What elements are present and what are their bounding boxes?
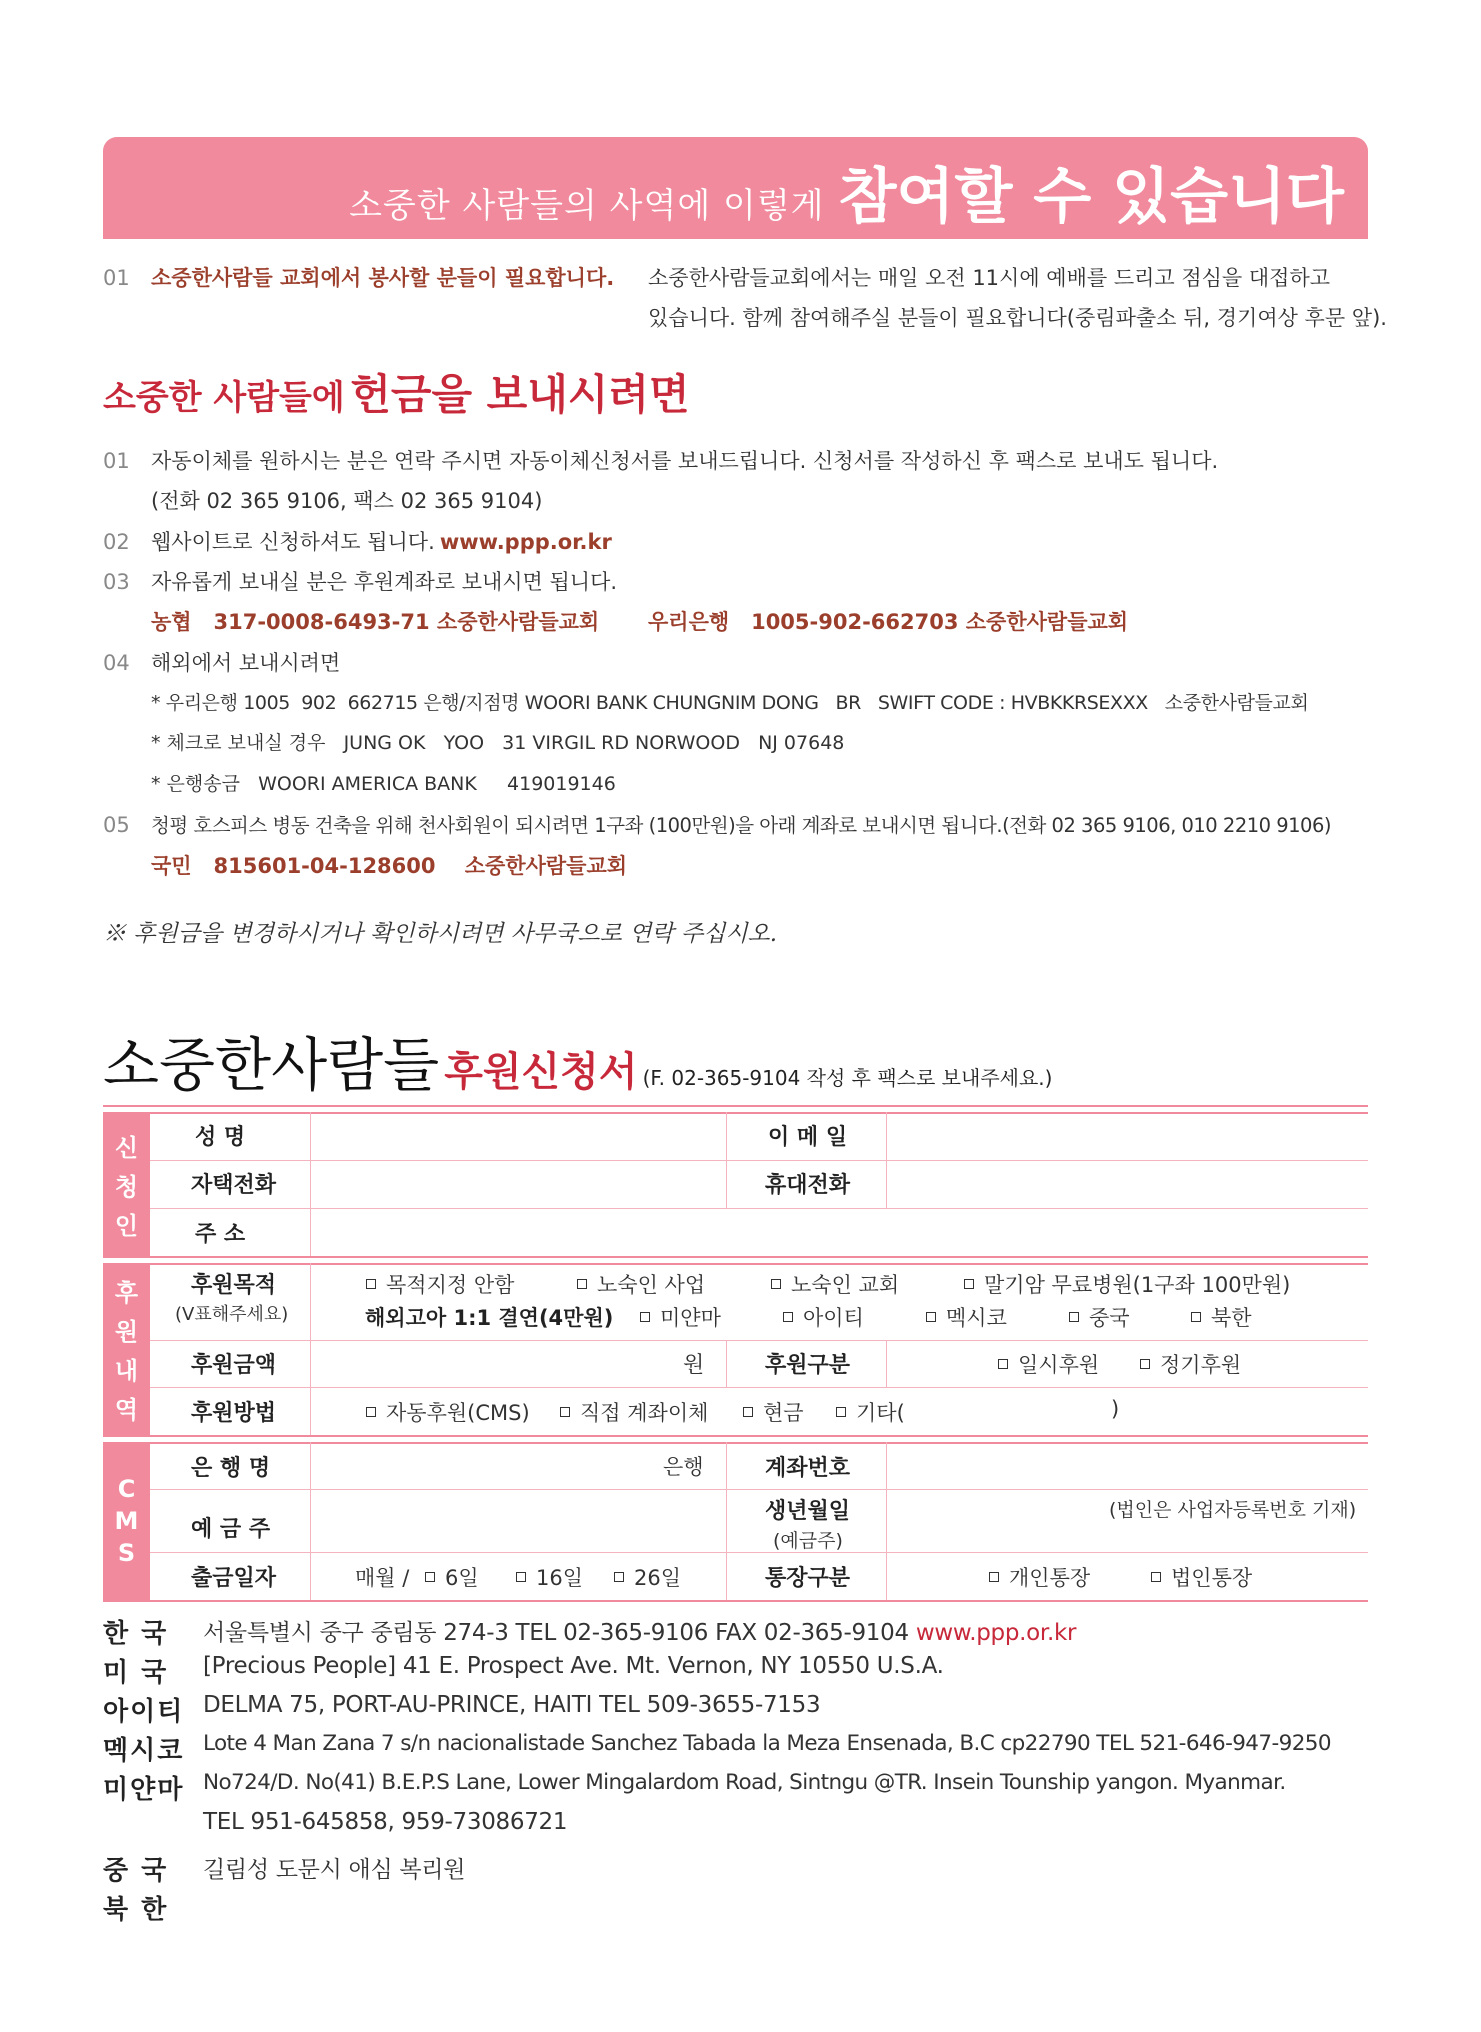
- method-option[interactable]: [366, 1397, 530, 1427]
- label-type: 후원구분: [765, 1353, 851, 1378]
- country-option[interactable]: [1069, 1302, 1130, 1332]
- office-haiti: DELMA 75, PORT-AU-PRINCE, HAITI TEL 509-3655-7153: [203, 1692, 821, 1718]
- side-char: 후: [114, 1279, 139, 1307]
- label-address: 주 소: [195, 1222, 246, 1247]
- section-cms-label: [103, 1442, 150, 1600]
- option-label: 노숙인 교회: [791, 1273, 900, 1297]
- item-text: 청평 호스피스 병동 건축을 위해 천사회원이 되시려면 1구좌 (100만원)을 아래 계좌로 보내시면 됩니다.(전화 02 365 9106, 010 2210 9106): [151, 814, 1331, 837]
- form-title-red: 후원신청서: [444, 1048, 638, 1095]
- divider: [726, 1442, 727, 1600]
- office-label-north-korea: 북 한: [103, 1895, 169, 1925]
- donation-heading: [103, 362, 690, 422]
- type-option[interactable]: [1140, 1349, 1241, 1379]
- checkbox[interactable]: [1191, 1312, 1201, 1322]
- name-field[interactable]: [311, 1112, 726, 1160]
- country-option[interactable]: [783, 1302, 864, 1332]
- checkbox[interactable]: [964, 1279, 974, 1289]
- divider: [886, 1442, 887, 1600]
- checkbox[interactable]: [366, 1407, 376, 1417]
- label-method: 후원방법: [191, 1401, 277, 1426]
- banner: [103, 137, 1368, 239]
- date-option[interactable]: [614, 1562, 681, 1592]
- office-label-myanmar: 미얀마: [103, 1775, 185, 1805]
- country-option[interactable]: [640, 1302, 721, 1332]
- bank-field[interactable]: [311, 1442, 651, 1489]
- option-label: 멕시코: [946, 1306, 1007, 1330]
- checkbox[interactable]: [560, 1407, 570, 1417]
- office-china: 길림성 도문시 애심 복리원: [203, 1857, 466, 1883]
- side-char: 인: [114, 1211, 139, 1240]
- method-option[interactable]: [836, 1397, 905, 1427]
- option-label: 자동후원(CMS): [386, 1401, 530, 1425]
- method-option[interactable]: [743, 1397, 804, 1427]
- option-label: 말기암 무료병원(1구좌 100만원): [984, 1273, 1291, 1297]
- office-label-haiti: 아이티: [103, 1697, 185, 1727]
- checkbox[interactable]: [1140, 1359, 1150, 1369]
- label-name: 성 명: [195, 1125, 246, 1150]
- checkbox[interactable]: [1151, 1572, 1161, 1582]
- purpose-option[interactable]: [771, 1269, 899, 1299]
- side-char: S: [117, 1539, 136, 1567]
- monthly-label: 매월 /: [355, 1566, 410, 1590]
- close-paren: ): [1111, 1397, 1120, 1421]
- checkbox[interactable]: [640, 1312, 650, 1322]
- label-purpose-note: (V표해주세요): [175, 1304, 289, 1325]
- donation-item-04: [103, 647, 340, 677]
- option-label: 일시후원: [1018, 1353, 1100, 1377]
- purpose-option[interactable]: [577, 1269, 705, 1299]
- won-unit: 원: [683, 1353, 705, 1378]
- checkbox[interactable]: [425, 1572, 435, 1582]
- option-label: 직접 계좌이체: [580, 1401, 709, 1425]
- form-title-black: 소중한사람들: [103, 1031, 440, 1099]
- office-myanmar-tel: TEL 951-645858, 959-73086721: [203, 1809, 568, 1835]
- option-label: 26일: [634, 1566, 682, 1590]
- donation-heading-b: 헌금을 보내시려면: [350, 370, 690, 419]
- form-title-note: (F. 02-365-9104 작성 후 팩스로 보내주세요.): [642, 1066, 1053, 1090]
- item-number: 02: [103, 530, 130, 554]
- orphan-sponsorship-label: 해외고아 1:1 결연(4만원): [365, 1306, 614, 1330]
- office-label-china: 중 국: [103, 1856, 169, 1886]
- label-holder: 예 금 주: [191, 1517, 271, 1542]
- date-option[interactable]: [516, 1562, 583, 1592]
- label-birth-sub: (예금주): [773, 1530, 843, 1552]
- checkbox[interactable]: [783, 1312, 793, 1322]
- purpose-option[interactable]: [366, 1269, 514, 1299]
- item-sub: (전화 02 365 9106, 팩스 02 365 9104): [151, 489, 543, 513]
- label-account: 계좌번호: [765, 1456, 851, 1481]
- option-label: 개인통장: [1009, 1566, 1091, 1590]
- office-mexico: Lote 4 Man Zana 7 s/n nacionalistade Sanchez Tabada la Meza Ensenada, B.C cp22790 TEL 521-646-947-9250: [203, 1731, 1331, 1756]
- office-myanmar: No724/D. No(41) B.E.P.S Lane, Lower Mingalardom Road, Sintngu @TR. Insein Tounship yangon. Myanmar.: [203, 1770, 1286, 1795]
- side-char: M: [114, 1507, 139, 1535]
- option-label: 정기후원: [1160, 1353, 1242, 1377]
- label-mobile: 휴대전화: [765, 1173, 851, 1198]
- volunteer-title: 소중한사람들 교회에서 봉사할 분들이 필요합니다.: [151, 266, 615, 290]
- section-applicant-label: [103, 1112, 150, 1256]
- holder-field[interactable]: [311, 1490, 726, 1552]
- item-text: 자동이체를 원하시는 분은 연락 주시면 자동이체신청서를 보내드립니다. 신청서를 작성하신 후 팩스로 보내도 됩니다.: [151, 449, 1219, 473]
- account-woori: 우리은행 1005-902-662703 소중한사람들교회: [648, 610, 1129, 634]
- type-option[interactable]: [998, 1349, 1099, 1379]
- item-text: 자유롭게 보내실 분은 후원계좌로 보내시면 됩니다.: [151, 570, 618, 594]
- office-address: 서울특별시 중구 중림동 274-3 TEL 02-365-9106 FAX 02-365-9104: [203, 1620, 909, 1646]
- checkbox[interactable]: [743, 1407, 753, 1417]
- volunteer-item: [103, 262, 614, 292]
- option-label: 목적지정 안함: [386, 1273, 515, 1297]
- option-label: 미얀마: [660, 1306, 721, 1330]
- office-website-link[interactable]: www.ppp.or.kr: [915, 1620, 1077, 1646]
- checkbox[interactable]: [614, 1572, 624, 1582]
- checkbox[interactable]: [577, 1279, 587, 1289]
- side-char: 청: [114, 1172, 139, 1201]
- item-number: 05: [103, 813, 130, 837]
- home-phone-field[interactable]: [311, 1161, 726, 1208]
- option-label: 6일: [445, 1566, 479, 1590]
- option-label: 북한: [1211, 1306, 1252, 1330]
- label-email: 이 메 일: [768, 1125, 848, 1150]
- option-label: 노숙인 사업: [597, 1273, 706, 1297]
- divider: [886, 1341, 887, 1387]
- section-donation-label: [103, 1263, 150, 1435]
- account-nh: 농협 317-0008-6493-71 소중한사람들교회: [151, 610, 600, 634]
- divider: [150, 1387, 1368, 1388]
- divider: [310, 1442, 311, 1600]
- label-birth: 생년월일: [765, 1499, 851, 1524]
- item-number: 04: [103, 651, 130, 675]
- account-kb: 국민 815601-04-128600 소중한사람들교회: [151, 854, 628, 878]
- bank-suffix: 은행: [663, 1455, 704, 1479]
- birth-note: (법인은 사업자등록번호 기재): [1109, 1499, 1357, 1521]
- side-char: 원: [114, 1318, 139, 1346]
- divider: [103, 1600, 1368, 1603]
- website-link[interactable]: www.ppp.or.kr: [439, 530, 612, 554]
- donation-note: ※ 후원금을 변경하시거나 확인하시려면 사무국으로 연락 주십시오.: [103, 921, 778, 947]
- country-option[interactable]: [1191, 1302, 1252, 1332]
- banner-heading: [349, 149, 1344, 235]
- purpose-option[interactable]: [964, 1269, 1290, 1299]
- label-amount: 후원금액: [191, 1353, 277, 1378]
- item-text: 웹사이트로 신청하셔도 됩니다.: [151, 530, 435, 554]
- side-char: 내: [114, 1357, 139, 1385]
- checkbox[interactable]: [836, 1407, 846, 1417]
- address-field[interactable]: [311, 1209, 1368, 1256]
- divider: [310, 1263, 311, 1435]
- office-label-usa: 미 국: [103, 1658, 169, 1688]
- checkbox[interactable]: [998, 1359, 1008, 1369]
- item-text: 해외에서 보내시려면: [151, 651, 341, 675]
- acct-type-option[interactable]: [1151, 1562, 1252, 1592]
- mobile-field[interactable]: [887, 1161, 1368, 1208]
- banner-big-text: 참여할 수 있습니다: [838, 162, 1344, 232]
- amount-field[interactable]: [311, 1341, 671, 1387]
- item-number: 01: [103, 266, 130, 290]
- option-label: 현금: [763, 1401, 804, 1425]
- option-label: 16일: [536, 1566, 584, 1590]
- volunteer-desc-1: 소중한사람들교회에서는 매일 오전 11시에 예배를 드리고 점심을 대접하고: [648, 266, 1331, 290]
- checkbox[interactable]: [516, 1572, 526, 1582]
- side-char: C: [117, 1475, 136, 1503]
- overseas-line-3: * 은행송금 WOORI AMERICA BANK 419019146: [151, 773, 616, 795]
- acct-type-option[interactable]: [989, 1562, 1090, 1592]
- divider: [726, 1341, 727, 1387]
- item-number: 01: [103, 449, 130, 473]
- account-field[interactable]: [887, 1442, 1368, 1489]
- office-label-mexico: 멕시코: [103, 1736, 185, 1766]
- label-purpose: 후원목적: [191, 1273, 277, 1298]
- donation-item-05: [103, 810, 1331, 838]
- checkbox[interactable]: [1069, 1312, 1079, 1322]
- overseas-line-2: * 체크로 보내실 경우 JUNG OK YOO 31 VIRGIL RD NORWOOD NJ 07648: [151, 732, 845, 754]
- date-option[interactable]: [425, 1562, 479, 1592]
- form-title: [103, 1018, 1052, 1102]
- label-acct-type: 통장구분: [765, 1566, 851, 1591]
- option-label: 기타(: [856, 1401, 905, 1425]
- banner-small-text: 소중한 사람들의 사역에 이렇게: [349, 186, 825, 226]
- checkbox[interactable]: [771, 1279, 781, 1289]
- office-korea: [203, 1614, 1076, 1647]
- office-label-korea: 한 국: [103, 1619, 169, 1649]
- donation-heading-a: 소중한 사람들에: [103, 378, 345, 418]
- checkbox[interactable]: [989, 1572, 999, 1582]
- country-option[interactable]: [926, 1302, 1007, 1332]
- option-label: 중국: [1089, 1306, 1130, 1330]
- donation-item-03: [103, 566, 617, 596]
- method-option[interactable]: [560, 1397, 708, 1427]
- email-field[interactable]: [887, 1112, 1368, 1160]
- option-label: 법인통장: [1171, 1566, 1253, 1590]
- side-char: 신: [114, 1133, 139, 1162]
- office-usa: [Precious People] 41 E. Prospect Ave. Mt. Vernon, NY 10550 U.S.A.: [203, 1653, 944, 1679]
- label-bank: 은 행 명: [191, 1456, 271, 1481]
- label-home-phone: 자택전화: [191, 1173, 277, 1198]
- volunteer-desc-2: 있습니다. 함께 참여해주실 분들이 필요합니다(중림파출소 뒤, 경기여상 후문 앞).: [648, 306, 1387, 330]
- donation-item-01: [103, 445, 1218, 475]
- divider: [103, 1256, 1368, 1265]
- overseas-line-1: * 우리은행 1005 902 662715 은행/지점명 WOORI BANK CHUNGNIM DONG BR SWIFT CODE : HVBKKRSEXXX 소중한사람들교회: [151, 692, 1309, 714]
- birth-field[interactable]: [887, 1490, 1107, 1552]
- label-date: 출금일자: [191, 1566, 277, 1591]
- checkbox[interactable]: [926, 1312, 936, 1322]
- side-char: 역: [114, 1396, 139, 1424]
- option-label: 아이티: [803, 1306, 864, 1330]
- checkbox[interactable]: [366, 1279, 376, 1289]
- donation-item-02: [103, 526, 612, 556]
- item-number: 03: [103, 570, 130, 594]
- divider: [150, 1552, 1368, 1553]
